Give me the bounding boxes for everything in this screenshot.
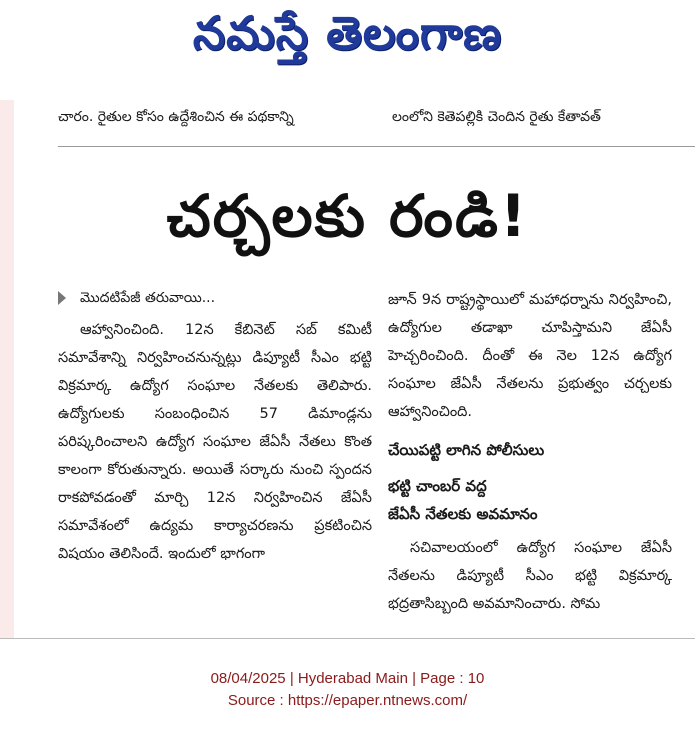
- newspaper-masthead: [0, 0, 695, 78]
- article-body-left: ఆహ్వానించింది. 12న కేబినెట్ సబ్ కమిటీ సమావేశాన్ని నిర్వహించనున్నట్లు డిప్యూటీ సీఎం భట్టి విక్రమార్క ఉద్యోగ సంఘాల నేతలకు తెలిపారు. ఉద్యోగులకు సంబంధించిన 57 డిమాండ్లను పరిష్కరించాలని ఉద్యోగ సంఘాల జేఏసీ నేతలు కొంత కాలంగా కోరుతున్నారు. అయితే సర్కారు నుంచి స్పందన రాకపోవడంతో మార్చి 12న నిర్వహించిన జేఏసీ సమావేశంలో ఉద్యమ కార్యాచరణను ప్రకటించిన విషయం తెలిసిందే. ఇందులో భాగంగా: [58, 322, 372, 562]
- strip-text-left: చారం. రైతుల కోసం ఉద్దేశించిన ఈ పథకాన్ని: [58, 109, 294, 125]
- article-column-left: [58, 284, 372, 568]
- continued-label: మొదటిపేజీ తరువాయి...: [80, 290, 216, 306]
- footer-source[interactable]: Source : https://epaper.ntnews.com/: [227, 692, 468, 709]
- divider-line: [58, 146, 695, 147]
- subheading-chamber-line2: జేఏసీ నేతలకు అవమానం: [388, 505, 538, 523]
- article-column-right: [388, 286, 672, 618]
- subheading-police: చేయిపట్టి లాగిన పోలీసులు: [388, 441, 545, 459]
- chevron-right-icon: [58, 291, 66, 305]
- masthead-title: నమస్తే తెలంగాణ: [192, 6, 503, 60]
- footer-divider: [0, 638, 695, 639]
- article-body-right-2: సచివాలయంలో ఉద్యోగ సంఘాల జేఏసీ నేతలను డిప్యూటీ సీఎం భట్టి విక్రమార్క భద్రతాసిబ్బంది అవమానించారు. సోమ: [388, 540, 672, 612]
- continued-from-front-page: [58, 284, 372, 312]
- previous-article-strip: [20, 100, 695, 134]
- footer-date-edition: 08/04/2025 | Hyderabad Main | Page : 10: [210, 670, 485, 687]
- subheading-chamber-line1: భట్టి చాంబర్ వద్ద: [388, 477, 487, 495]
- article-headline: చర్చలకు రండి!: [166, 182, 529, 250]
- page-footer: [0, 668, 695, 712]
- article-body-right-1: జూన్ 9న రాష్ట్రస్థాయిలో మహాధర్నాను నిర్వహించి, ఉద్యోగుల తడాఖా చూపిస్తామని జేఏసీ హెచ్చరించింది. దీంతో ఈ నెల 12న ఉద్యోగ సంఘాల జేఏసీ నేతలను ప్రభుత్వం చర్చలకు ఆహ్వానించింది.: [388, 292, 672, 420]
- strip-text-right: లంలోని కెతెపల్లికి చెందిన రైతు కేతావత్: [392, 109, 601, 125]
